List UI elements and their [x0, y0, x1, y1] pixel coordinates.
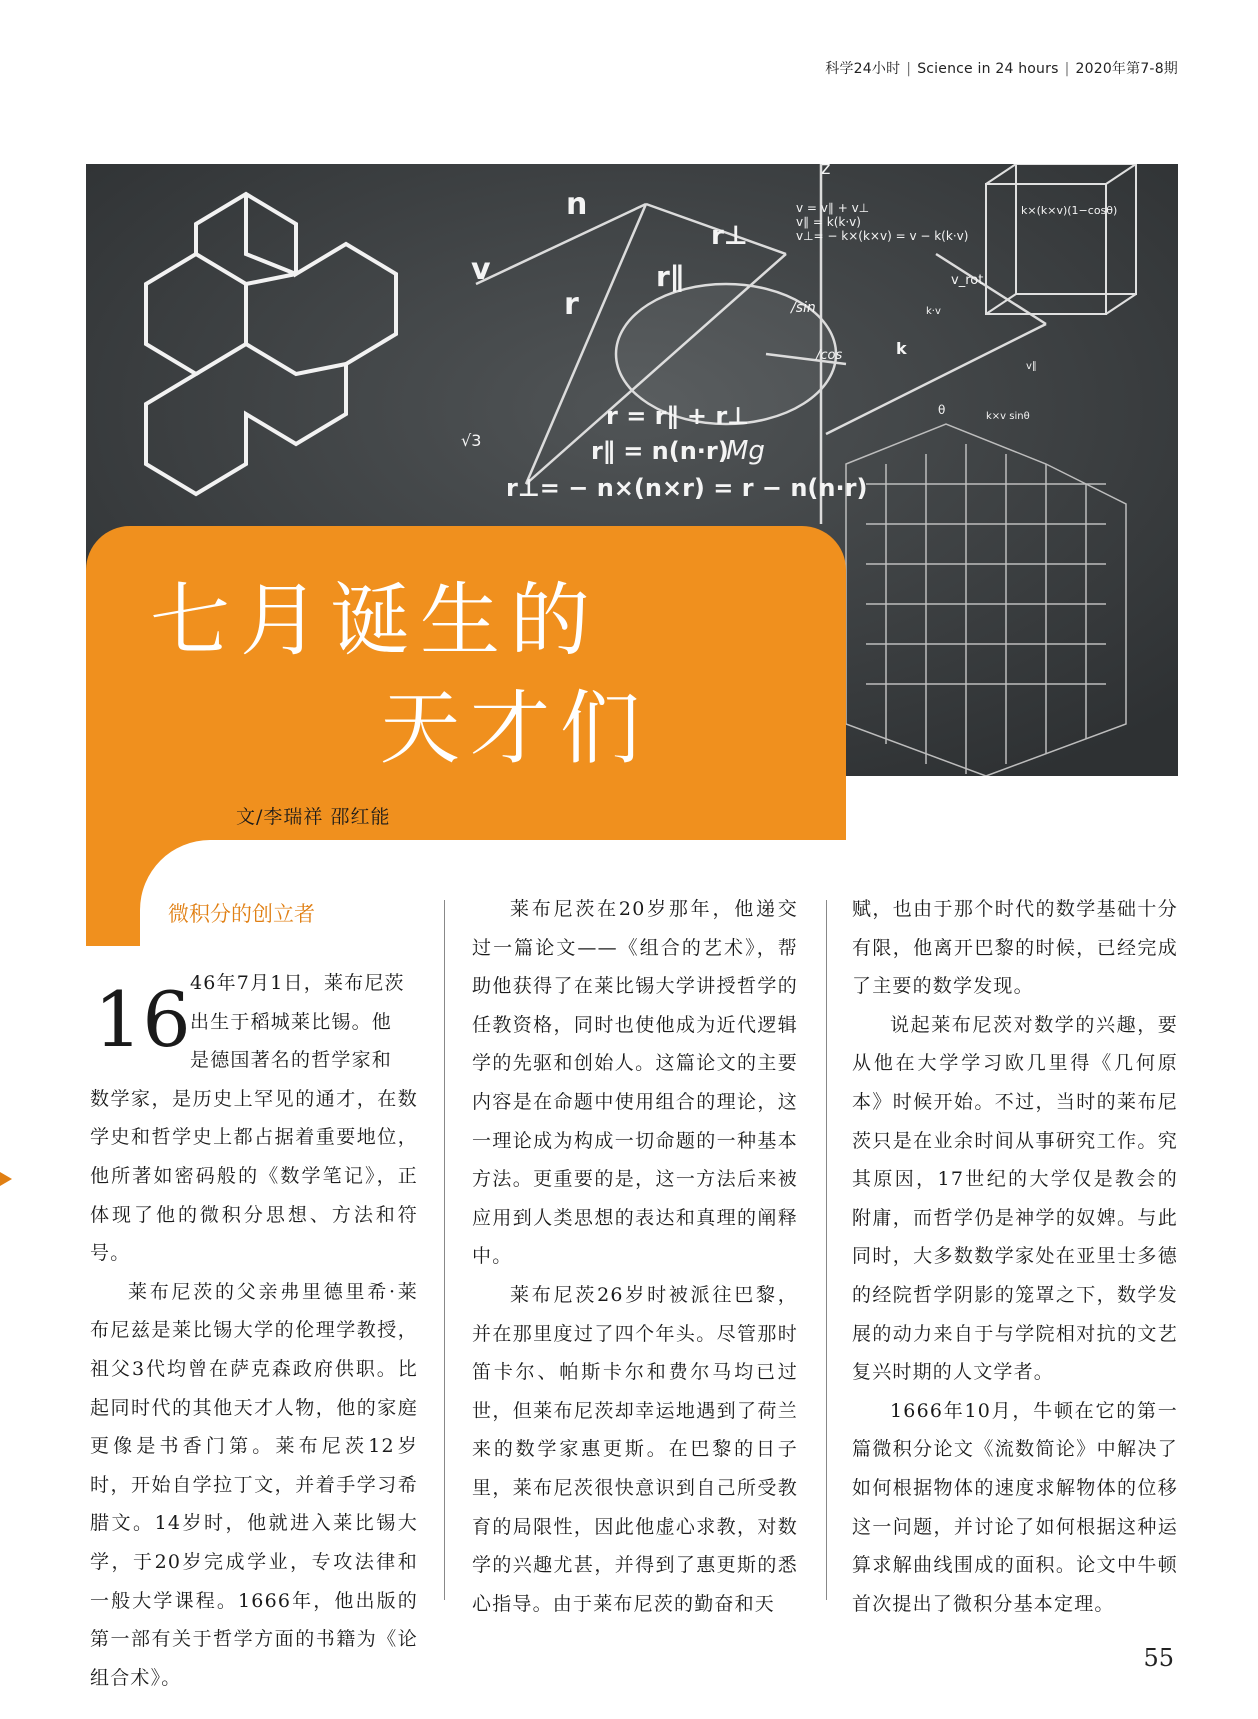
label-theta: θ: [938, 403, 946, 417]
issue-label: 2020年第7-8期: [1075, 61, 1178, 77]
paragraph: 数学家，是历史上罕见的通才，在数学史和哲学史上都占据着重要地位，他所著如密码般的《数学笔记》，正体现了他的微积分思想、方法和符号。: [90, 1087, 418, 1265]
text-column-1: [90, 964, 418, 1697]
label-r-perp: r⊥: [711, 221, 748, 251]
paragraph: 莱布尼茨26岁时被派往巴黎，并在那里度过了四个年头。尽管那时笛卡尔、帕斯卡尔和费尔马均已过世，但莱布尼茨却幸运地遇到了荷兰来的数学家惠更斯。在巴黎的日子里，莱布尼茨很快意识到自己所受教育的局限性，因此他虚心求教，对数学的兴趣尤甚，并得到了惠更斯的悉心指导。由于莱布尼茨的勤奋和天: [472, 1283, 798, 1615]
label-k: k: [896, 339, 907, 358]
paragraph: 莱布尼茨的父亲弗里德里希·莱布尼兹是莱比锡大学的伦理学教授，祖父3代均曾在萨克森政府供职。比起同时代的其他天才人物，他的家庭更像是书香门第。莱布尼茨12岁时，开始自学拉丁文，并着手学习希腊文。14岁时，他就进入莱比锡大学，于20岁完成学业，专攻法律和一般大学课程。1666年，他出版的第一部有关于哲学方面的书籍为《论组合术》。: [90, 1280, 418, 1689]
label-sin: /sin: [791, 300, 816, 316]
dropcap-line: 46年7月1日，莱布尼茨: [190, 972, 405, 994]
dropcap-line: 出生于稻城莱比锡。他: [190, 1010, 393, 1033]
paragraph: 赋，也由于那个时代的数学基础十分有限，他离开巴黎的时候，已经完成了主要的数学发现。: [852, 898, 1178, 998]
article-title-line2: 天才们: [380, 682, 650, 775]
formula-v-parallel: v∥ = k(k·v): [796, 215, 861, 229]
magazine-name: 科学24小时: [825, 61, 901, 77]
paragraph: 莱布尼茨在20岁那年，他递交过一篇论文——《组合的艺术》，帮助他获得了在莱比锡大学讲授哲学的任教资格，同时也使他成为近代逻辑学的先驱和创始人。这篇论文的主要内容是在命题中使用组合的理论，这一理论成为构成一切命题的一种基本方法。更重要的是，这一方法后来被应用到人类思想的表达和真理的阐释中。: [472, 898, 798, 1268]
formula-r: r = r∥ + r⊥: [606, 402, 750, 430]
label-cos: /cos: [816, 348, 843, 363]
column-divider: [444, 900, 445, 1600]
section-heading: 微积分的创立者: [168, 902, 315, 926]
label-n: n: [566, 187, 588, 222]
running-header: [825, 58, 1178, 78]
label-r-parallel: r∥: [656, 260, 684, 293]
formula-v: v = v∥ + v⊥: [796, 201, 870, 215]
page-number: 55: [1143, 1644, 1174, 1672]
text-column-3: [852, 890, 1178, 1623]
magazine-english: Science in 24 hours: [917, 61, 1059, 77]
label-v-parallel: v∥: [1026, 361, 1037, 372]
author-byline: 文/李瑞祥 邵红能: [236, 806, 391, 828]
header-divider: |: [1064, 61, 1070, 77]
paragraph: 1666年10月，牛顿在它的第一篇微积分论文《流数简论》中解决了如何根据物体的速度求解物体的位移这一问题，并讨论了如何根据这种运算求解曲线围成的面积。论文中牛顿首次提出了微积分基本定理。: [852, 1399, 1178, 1615]
drop-cap: 16: [94, 975, 191, 1064]
dropcap-line: 是德国著名的哲学家和: [190, 1049, 393, 1072]
article-title-line1: 七月诞生的: [150, 574, 600, 667]
label-kv: k·v: [926, 306, 941, 317]
label-v: v: [471, 252, 491, 287]
label-v-rot: v_rot: [951, 273, 984, 288]
header-divider: |: [906, 61, 912, 77]
label-sqrt3: √3: [461, 431, 482, 450]
label-r: r: [564, 287, 579, 322]
paragraph: 说起莱布尼茨对数学的兴趣，要从他在大学学习欧几里得《几何原本》时候开始。不过，当时的莱布尼茨只是在业余时间从事研究工作。究其原因，17世纪的大学仅是教会的附庸，而哲学仍是神学的奴婢。与此同时，大多数数学家处在亚里士多德的经院哲学阴影的笼罩之下，数学发展的动力来自于与学院相对抗的文艺复兴时期的人文学者。: [852, 1013, 1178, 1384]
edge-marker: [0, 1172, 12, 1186]
column-divider: [826, 900, 827, 1600]
text-column-2: [472, 890, 798, 1623]
formula-r-perp: r⊥= − n×(n×r) = r − n(n·r): [506, 474, 868, 502]
label-z: z: [821, 164, 831, 179]
formula-mg: Mg: [726, 436, 765, 466]
formula-rotation: k×(k×v)(1−cosθ): [1021, 204, 1118, 217]
label-kxv-sin: k×v sinθ: [986, 411, 1030, 422]
formula-r-parallel: r∥ = n(n·r): [591, 437, 729, 465]
formula-v-perp: v⊥= − k×(k×v) = v − k(k·v): [796, 229, 969, 243]
